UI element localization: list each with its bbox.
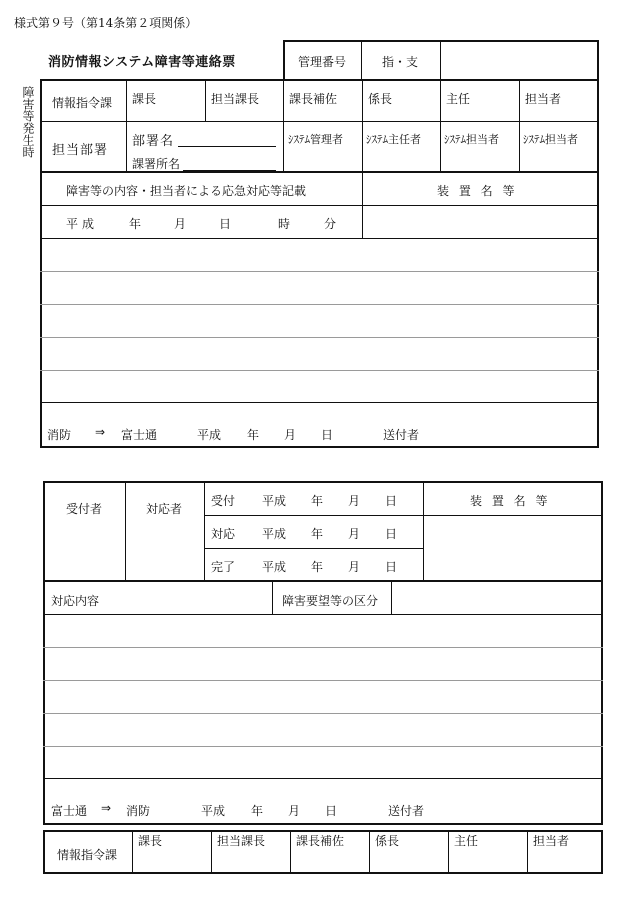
content-label-bottom: 対応内容 xyxy=(51,594,100,608)
strip-kakaricho: 係長 xyxy=(375,834,400,848)
footer-arrow-icon: ⇒ xyxy=(95,425,106,439)
system-role-2: ｼｽﾃﾑ主任者 xyxy=(366,133,421,146)
content-area-bottom[interactable] xyxy=(45,616,601,776)
approval-kacho: 課長 xyxy=(132,92,157,106)
footer-day: 日 xyxy=(321,428,334,442)
responder-label: 対応者 xyxy=(146,502,183,516)
bottom-footer-arrow-icon: ⇒ xyxy=(101,801,112,815)
category-label: 障害要望等の区分 xyxy=(282,594,379,608)
bottom-footer-year: 年 xyxy=(251,804,264,818)
content-area[interactable] xyxy=(42,240,596,400)
row-uketsuke-day: 日 xyxy=(385,494,398,508)
date-minute: 分 xyxy=(324,217,337,231)
bottom-footer-day: 日 xyxy=(325,804,338,818)
row-kanryo-year: 年 xyxy=(311,560,324,574)
footer-from: 消防 xyxy=(47,428,72,442)
row-uketsuke-label: 受付 xyxy=(211,494,236,508)
device-name-field-bottom[interactable] xyxy=(425,517,601,579)
system-role-1: ｼｽﾃﾑ管理者 xyxy=(288,133,343,146)
footer-year: 年 xyxy=(247,428,260,442)
row-uketsuke-month: 月 xyxy=(348,494,361,508)
device-name-header: 装 置 名 等 xyxy=(437,184,518,198)
form-number: 様式第９号（第14条第２項関係） xyxy=(14,16,198,30)
bottom-footer-month: 月 xyxy=(288,804,301,818)
strip-shunin: 主任 xyxy=(454,834,479,848)
bottom-footer-sender: 送付者 xyxy=(388,804,425,818)
bottom-footer-era: 平成 xyxy=(201,804,226,818)
form-title: 消防情報システム障害等連絡票 xyxy=(48,55,236,70)
busho-name-line[interactable] xyxy=(178,146,276,147)
row-taio-year: 年 xyxy=(311,527,324,541)
device-name-header-bottom: 装 置 名 等 xyxy=(470,494,551,508)
row-kanryo-label: 完了 xyxy=(211,560,236,574)
strip-tanto-kacho: 担当課長 xyxy=(217,834,266,848)
date-hour: 時 xyxy=(278,217,291,231)
mgmt-number-field[interactable] xyxy=(442,42,596,78)
date-era: 平成 xyxy=(66,217,99,231)
content-header: 障害等の内容・担当者による応急対応等記載 xyxy=(66,184,307,198)
approval-tanto-kacho: 担当課長 xyxy=(211,92,260,106)
row-taio-day: 日 xyxy=(385,527,398,541)
approval-kacho-hosa: 課長補佐 xyxy=(289,92,338,106)
footer-era: 平成 xyxy=(197,428,222,442)
kasho-name-line[interactable] xyxy=(183,170,276,171)
row-uketsuke-year: 年 xyxy=(311,494,324,508)
footer-month: 月 xyxy=(284,428,297,442)
row-taio-era: 平成 xyxy=(262,527,287,541)
date-month: 月 xyxy=(174,217,187,231)
kasho-name-label: 課署所名 xyxy=(132,157,181,171)
strip-kacho: 課長 xyxy=(138,834,163,848)
strip-section-label: 情報指令課 xyxy=(57,848,118,862)
bottom-footer-from: 富士通 xyxy=(51,804,88,818)
row-kanryo-month: 月 xyxy=(348,560,361,574)
bottom-footer-to: 消防 xyxy=(126,804,151,818)
strip-tantosha: 担当者 xyxy=(533,834,570,848)
row-kanryo-era: 平成 xyxy=(262,560,287,574)
date-day: 日 xyxy=(219,217,232,231)
shi-shi-label: 指・支 xyxy=(382,55,419,69)
approval-shunin: 主任 xyxy=(446,92,471,106)
row-taio-label: 対応 xyxy=(211,527,236,541)
approval-kakaricho: 係長 xyxy=(368,92,393,106)
tanto-busho-label: 担当部署 xyxy=(52,143,109,158)
row-uketsuke-era: 平成 xyxy=(262,494,287,508)
side-label-text: 障害等発生時 xyxy=(21,86,35,158)
system-role-4: ｼｽﾃﾑ担当者 xyxy=(523,133,578,146)
date-year: 年 xyxy=(129,217,142,231)
receiver-label: 受付者 xyxy=(66,502,103,516)
shirei-section-label: 情報指令課 xyxy=(52,96,113,110)
category-field[interactable] xyxy=(393,582,601,613)
busho-name-label: 部署名 xyxy=(132,134,175,149)
approval-tantosha: 担当者 xyxy=(525,92,562,106)
row-kanryo-day: 日 xyxy=(385,560,398,574)
system-role-3: ｼｽﾃﾑ担当者 xyxy=(444,133,499,146)
footer-sender: 送付者 xyxy=(383,428,420,442)
footer-to: 富士通 xyxy=(121,428,158,442)
mgmt-number-label: 管理番号 xyxy=(298,55,347,69)
strip-kacho-hosa: 課長補佐 xyxy=(296,834,345,848)
row-taio-month: 月 xyxy=(348,527,361,541)
